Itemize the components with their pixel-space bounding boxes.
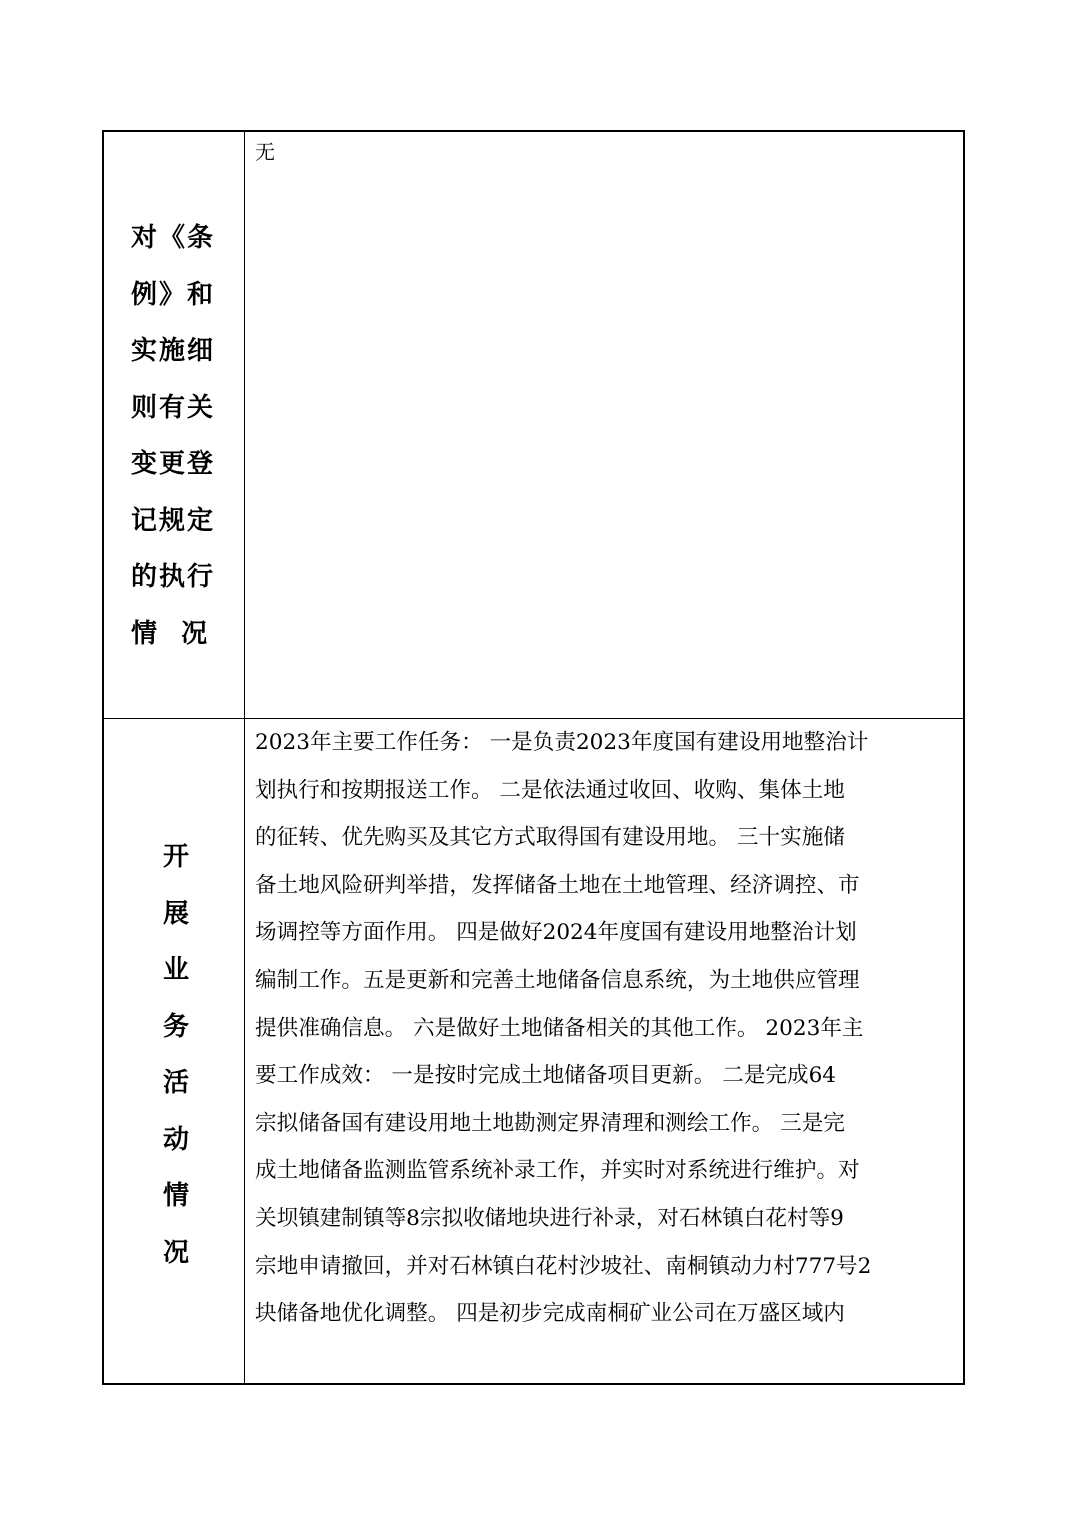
row-content-cell (245, 719, 963, 1383)
label-char: 动 (162, 1124, 189, 1155)
row-label (156, 829, 196, 1281)
label-line: 例》和 (131, 279, 216, 310)
label-line: 对《条 (131, 223, 216, 253)
label-char: 况 (162, 1237, 189, 1268)
content-line: 块储备地优化调整。 四是初步完成南桐矿业公司在万盛区域内 (255, 1301, 845, 1327)
content-text (255, 719, 955, 1338)
content-line: 要工作成效： 一是按时完成土地储备项目更新。 二是完成64 (255, 1063, 837, 1089)
label-char: 务 (162, 1011, 189, 1042)
row-label-cell (104, 132, 245, 718)
content-line: 提供准确信息。 六是做好土地储备相关的其他工作。 2023年主 (255, 1015, 864, 1041)
content-line: 的征转、优先购买及其它方式取得国有建设用地。 三十实施储 (255, 825, 845, 851)
table-row-business-activities (104, 719, 963, 1383)
label-line: 的执行 (131, 562, 216, 592)
row-label (131, 210, 221, 662)
content-line: 场调控等方面作用。 四是做好2024年度国有建设用地整治计划 (255, 920, 857, 946)
report-table (102, 130, 965, 1385)
content-line: 编制工作。五是更新和完善土地储备信息系统，为土地供应管理 (255, 967, 860, 993)
content-line: 划执行和按期报送工作。 二是依法通过收回、收购、集体土地 (255, 777, 845, 803)
label-line: 记规定 (131, 505, 216, 536)
table-row-regulation-execution (104, 132, 963, 719)
label-char: 情 (162, 1181, 189, 1211)
content-line: 2023年主要工作任务： 一是负责2023年度国有建设用地整治计 (255, 730, 869, 755)
content-text: 无 (255, 140, 275, 164)
label-line: 实施细 (131, 336, 216, 366)
row-label-cell (104, 719, 245, 1383)
content-line: 关坝镇建制镇等8宗拟收储地块进行补录，对石林镇白花村等9 (255, 1205, 844, 1231)
content-line: 成土地储备监测监管系统补录工作，并实时对系统进行维护。对 (255, 1158, 860, 1184)
content-line: 宗地申请撤回，并对石林镇白花村沙坡社、南桐镇动力村777号2 (255, 1253, 872, 1279)
label-line: 情 况 (131, 618, 210, 649)
label-char: 开 (162, 842, 189, 872)
label-line: 则有关 (131, 392, 216, 423)
content-line: 备土地风险研判举措，发挥储备土地在土地管理、经济调控、市 (255, 872, 860, 898)
content-line: 宗拟储备国有建设用地土地勘测定界清理和测绘工作。 三是完 (255, 1110, 845, 1136)
label-char: 展 (162, 898, 189, 929)
row-content-cell (245, 132, 963, 718)
label-char: 活 (162, 1068, 189, 1098)
label-line: 变更登 (131, 449, 216, 479)
label-char: 业 (162, 955, 189, 985)
